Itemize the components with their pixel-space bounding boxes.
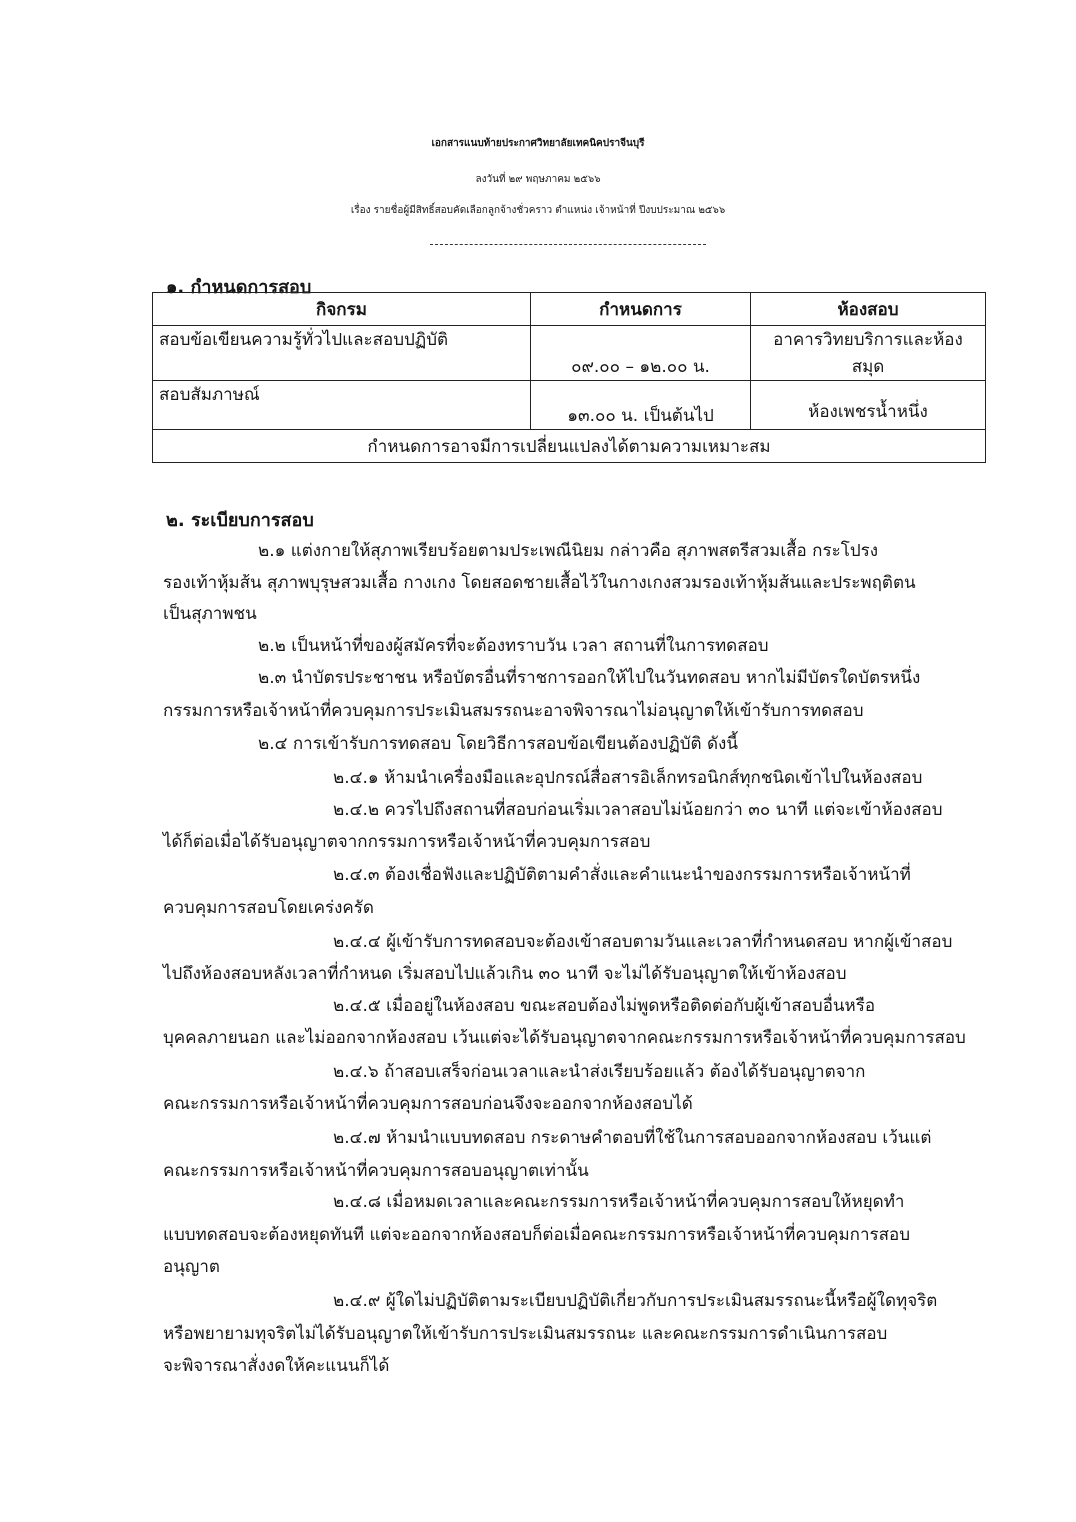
- rule-line: เป็นสุภาพชน: [163, 604, 257, 624]
- table-row: [153, 326, 986, 381]
- rule-line: ๒.๓ นำบัตรประชาชน หรือบัตรอื่นที่ราชการออกให้ไปในวันทดสอบ หากไม่มีบัตรใดบัตรหนึ่ง: [258, 668, 921, 688]
- rule-line: ๒.๔.๗ ห้ามนำแบบทดสอบ กระดาษคำตอบที่ใช้ในการสอบออกจากห้องสอบ เว้นแต่: [333, 1128, 932, 1148]
- rule-line: ๒.๒ เป็นหน้าที่ของผู้สมัครที่จะต้องทราบวัน เวลา สถานที่ในการทดสอบ: [258, 636, 769, 656]
- rule-line: หรือพยายามทุจริตไม่ได้รับอนุญาตให้เข้ารับการประเมินสมรรถนะ และคณะกรรมการดำเนินการสอบ: [163, 1324, 888, 1344]
- rule-line: จะพิจารณาสั่งงดให้คะแนนก็ได้: [163, 1356, 390, 1376]
- rule-line: ๒.๔.๙ ผู้ใดไม่ปฏิบัติตามระเบียบปฏิบัติเกี่ยวกับการประเมินสมรรถนะนี้หรือผู้ใดทุจริต: [333, 1291, 938, 1311]
- section-2-heading: ๒. ระเบียบการสอบ: [166, 510, 314, 531]
- row-room: ห้องเพชรน้ำหนึ่ง: [751, 381, 986, 430]
- row-activity: สอบสัมภาษณ์: [153, 381, 531, 430]
- rule-line: รองเท้าหุ้มส้น สุภาพบุรุษสวมเสื้อ กางเกง โดยสอดชายเสื้อไว้ในกางเกงสวมรองเท้าหุ้มส้นและประพฤติตน: [163, 573, 916, 593]
- rule-line: ไปถึงห้องสอบหลังเวลาที่กำหนด เริ่มสอบไปแล้วเกิน ๓๐ นาที จะไม่ได้รับอนุญาตให้เข้าห้องสอบ: [163, 964, 847, 984]
- row-activity: สอบข้อเขียนความรู้ทั่วไปและสอบปฏิบัติ: [153, 326, 531, 381]
- schedule-note: กำหนดการอาจมีการเปลี่ยนแปลงได้ตามความเหมาะสม: [153, 430, 986, 463]
- rule-line: อนุญาต: [163, 1257, 220, 1277]
- rule-line: แบบทดสอบจะต้องหยุดทันที แต่จะออกจากห้องสอบก็ต่อเมื่อคณะกรรมการหรือเจ้าหน้าที่ควบคุมการสอบ: [163, 1225, 910, 1245]
- header-schedule: กำหนดการ: [531, 293, 751, 326]
- row-time: ๐๙.๐๐ – ๑๒.๐๐ น.: [531, 326, 751, 381]
- dashed-divider: [430, 244, 706, 245]
- header-activity: กิจกรม: [153, 293, 531, 326]
- row-room: อาคารวิทยบริการและห้องสมุด: [751, 326, 986, 381]
- rule-line: ๒.๔.๘ เมื่อหมดเวลาและคณะกรรมการหรือเจ้าหน้าที่ควบคุมการสอบให้หยุดทำ: [333, 1192, 905, 1212]
- rule-line: คณะกรรมการหรือเจ้าหน้าที่ควบคุมการสอบอนุญาตเท่านั้น: [163, 1161, 589, 1181]
- table-note-row: [153, 430, 986, 463]
- table-row: [153, 381, 986, 430]
- rule-line: ๒.๑ แต่งกายให้สุภาพเรียบร้อยตามประเพณีนิยม กล่าวคือ สุภาพสตรีสวมเสื้อ กระโปรง: [258, 541, 879, 561]
- rule-line: ๒.๔.๓ ต้องเชื่อฟังและปฏิบัติตามคำสั่งและคำแนะนำของกรรมการหรือเจ้าหน้าที่: [333, 865, 911, 885]
- rule-line: ได้ก็ต่อเมื่อได้รับอนุญาตจากกรรมการหรือเจ้าหน้าที่ควบคุมการสอบ: [163, 832, 651, 852]
- rule-line: ควบคุมการสอบโดยเคร่งครัด: [163, 898, 374, 918]
- rule-line: ๒.๔ การเข้ารับการทดสอบ โดยวิธีการสอบข้อเขียนต้องปฏิบัติ ดังนี้: [258, 734, 738, 754]
- rule-line: ๒.๔.๒ ควรไปถึงสถานที่สอบก่อนเริ่มเวลาสอบไม่น้อยกว่า ๓๐ นาที แต่จะเข้าห้องสอบ: [333, 800, 943, 820]
- document-title: เอกสารแนบท้ายประกาศวิทยาลัยเทคนิคปราจีนบุรี: [431, 138, 645, 149]
- rule-line: ๒.๔.๔ ผู้เข้ารับการทดสอบจะต้องเข้าสอบตามวันและเวลาที่กำหนดสอบ หากผู้เข้าสอบ: [333, 932, 953, 952]
- rule-line: ๒.๔.๖ ถ้าสอบเสร็จก่อนเวลาและนำส่งเรียบร้อยแล้ว ต้องได้รับอนุญาตจาก: [333, 1062, 866, 1082]
- row-time: ๑๓.๐๐ น. เป็นต้นไป: [531, 381, 751, 430]
- header-room: ห้องสอบ: [751, 293, 986, 326]
- rule-line: ๒.๔.๑ ห้ามนำเครื่องมือและอุปกรณ์สื่อสารอิเล็กทรอนิกส์ทุกชนิดเข้าไปในห้องสอบ: [333, 768, 923, 788]
- rule-line: ๒.๔.๕ เมื่ออยู่ในห้องสอบ ขณะสอบต้องไม่พูดหรือติดต่อกับผู้เข้าสอบอื่นหรือ: [333, 996, 876, 1016]
- section-1-heading: ๑. กำหนดการสอบ: [166, 277, 312, 298]
- rule-line: คณะกรรมการหรือเจ้าหน้าที่ควบคุมการสอบก่อนจึงจะออกจากห้องสอบได้: [163, 1094, 693, 1114]
- table-header-row: [153, 293, 986, 326]
- rule-line: กรรมการหรือเจ้าหน้าที่ควบคุมการประเมินสมรรถนะอาจพิจารณาไม่อนุญาตให้เข้ารับการทดสอบ: [163, 701, 864, 721]
- document-date: ลงวันที่ ๒๙ พฤษภาคม ๒๕๖๖: [475, 174, 601, 185]
- exam-schedule-table: [152, 292, 986, 463]
- document-subject: เรื่อง รายชื่อผู้มีสิทธิ์สอบคัดเลือกลูกจ้างชั่วคราว ตำแหน่ง เจ้าหน้าที่ ปีงบประมาณ ๒๕๖๖: [350, 205, 726, 216]
- rule-line: บุคคลภายนอก และไม่ออกจากห้องสอบ เว้นแต่จะได้รับอนุญาตจากคณะกรรมการหรือเจ้าหน้าที่ควบคุมการสอบ: [163, 1028, 966, 1048]
